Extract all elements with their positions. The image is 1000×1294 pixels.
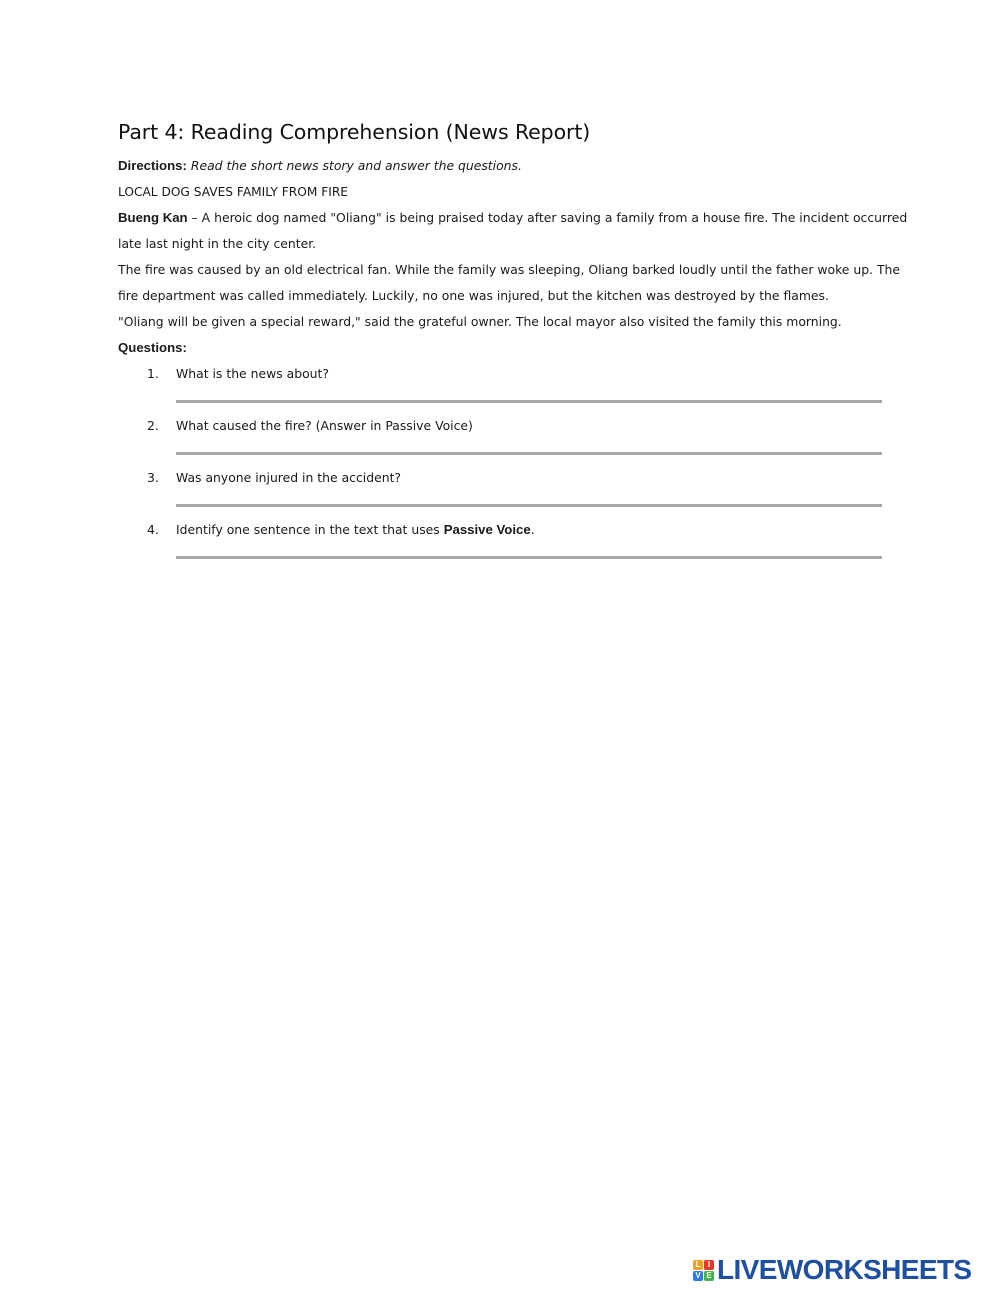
question-text: What is the news about? [176,366,329,381]
question-number: 2. [147,418,159,433]
question-item [118,517,883,569]
story-paragraph-1-line-2: late last night in the city center. [118,236,317,251]
logo-block-v: V [693,1271,703,1281]
directions [118,153,883,179]
story-paragraph-2-line-2: fire department was called immediately. Luckily, no one was injured, but the kitchen was destroyed by the flames. [118,288,829,303]
question-text: What caused the fire? (Answer in Passive Voice) [176,418,473,433]
question-text-after: . [530,522,535,537]
news-headline: LOCAL DOG SAVES FAMILY FROM FIRE [118,185,348,199]
question-number: 1. [147,366,159,381]
liveworksheets-logo [693,1255,972,1285]
answer-input-2[interactable] [176,452,882,455]
directions-text: Read the short news story and answer the questions. [190,158,522,173]
logo-block-e: E [704,1271,714,1281]
answer-input-1[interactable] [176,400,882,403]
directions-label: Directions: [118,158,187,173]
question-text-before: Identify one sentence in the text that uses [176,522,444,537]
logo-block-i: I [704,1260,714,1270]
story-paragraph-1-line-1 [118,205,908,231]
question-text: Was anyone injured in the accident? [176,470,402,485]
questions-label: Questions: [118,340,187,355]
question-text [176,517,535,543]
logo-blocks-icon [693,1260,714,1281]
page-title: Part 4: Reading Comprehension (News Report) [118,120,591,144]
question-number: 3. [147,470,159,485]
question-number: 4. [147,522,159,537]
answer-input-4[interactable] [176,556,882,559]
question-text-bold: Passive Voice [443,522,531,537]
questions-list [118,361,883,569]
logo-text: LIVEWORKSHEETS [717,1254,972,1285]
question-item [118,413,883,465]
question-item [118,361,883,413]
story-paragraph-3: "Oliang will be given a special reward," said the grateful owner. The local mayor also visited the family this morning. [118,314,842,329]
answer-input-3[interactable] [176,504,882,507]
question-item [118,465,883,517]
story-paragraph-2-line-1: The fire was caused by an old electrical fan. While the family was sleeping, Oliang barked loudly until the father woke up. The [118,262,901,277]
worksheet-page [118,120,908,569]
story-p1-line1-text: – A heroic dog named "Oliang" is being praised today after saving a family from a house fire. The incident occurred [187,210,908,225]
logo-block-l: L [693,1260,703,1270]
story-dateline: Bueng Kan [118,210,188,225]
